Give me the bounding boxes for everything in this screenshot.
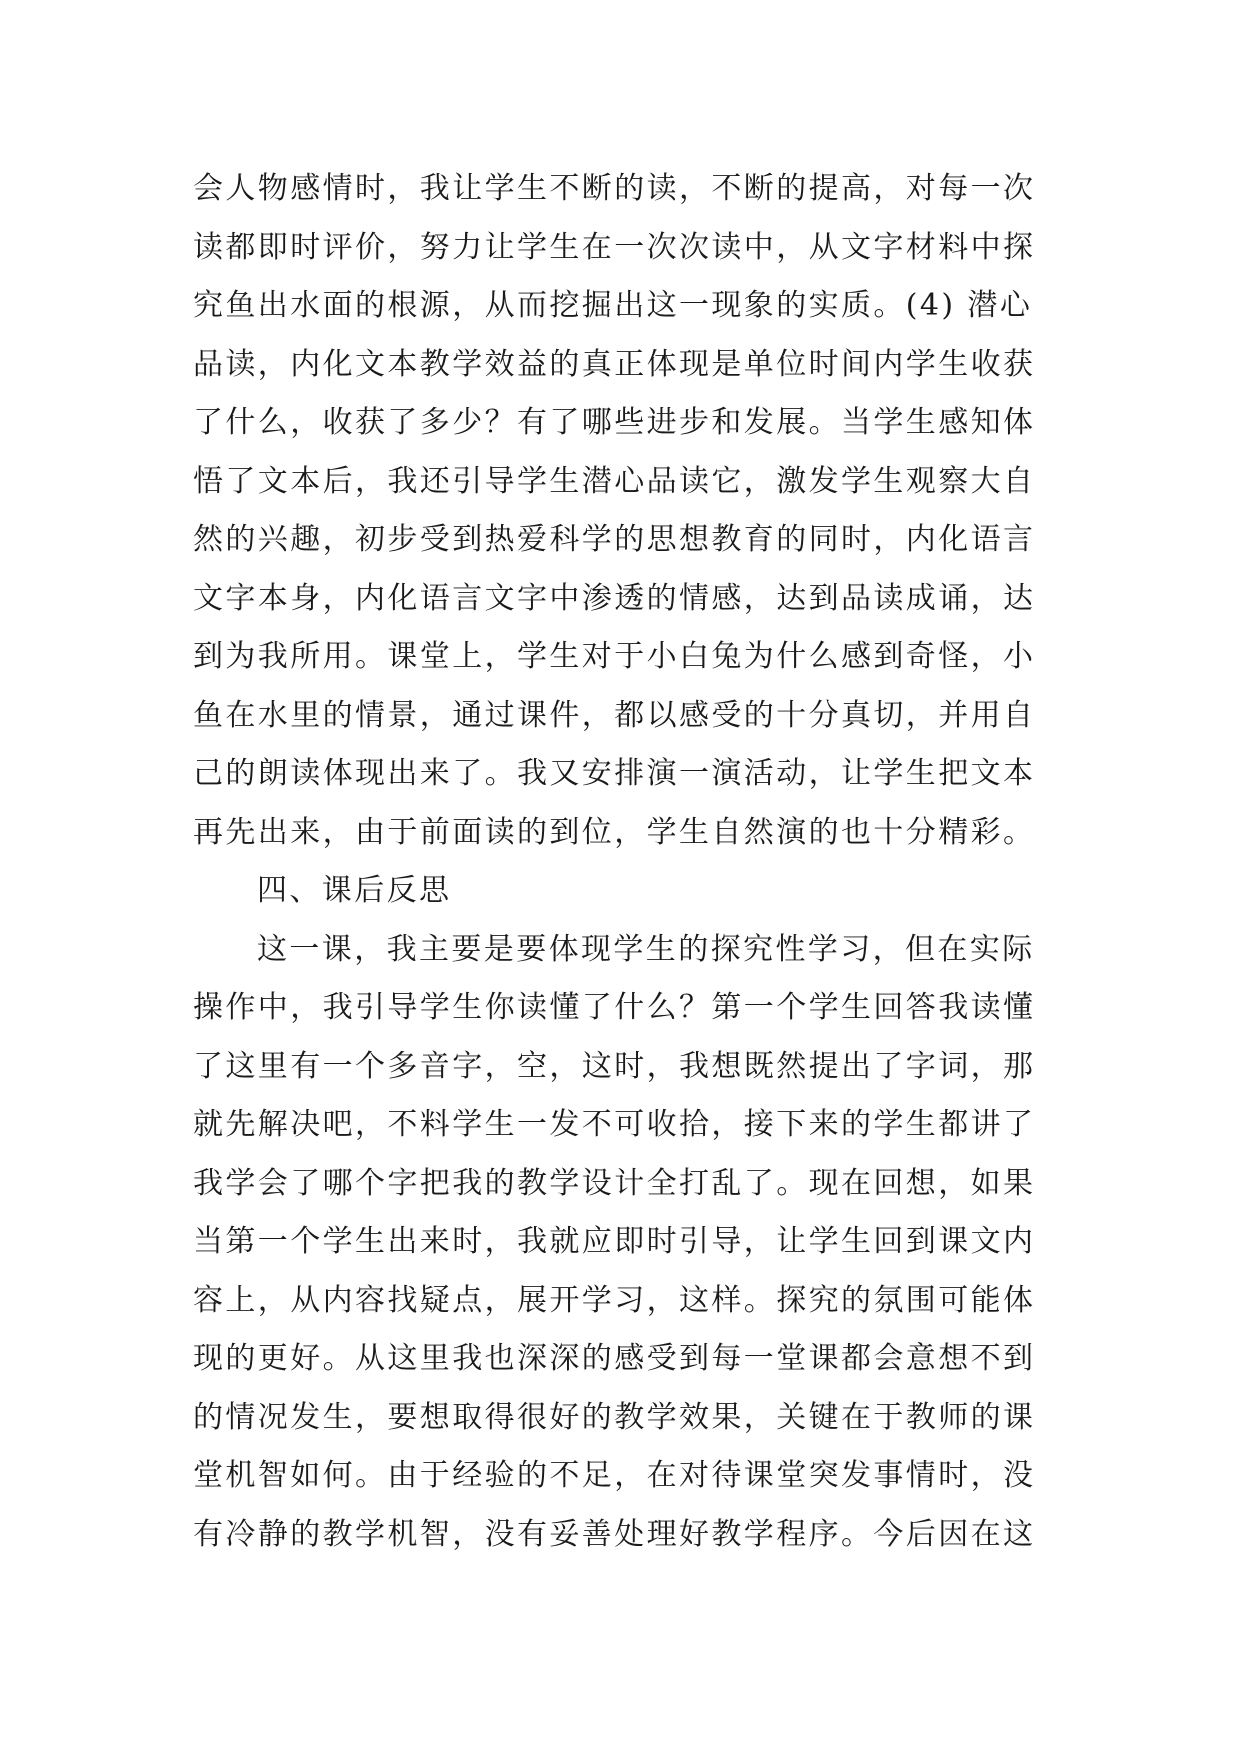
text-line: 堂机智如何。由于经验的不足，在对待课堂突发事情时，没 (193, 1458, 1036, 1493)
text-line: 就先解决吧，不料学生一发不可收拾，接下来的学生都讲了 (193, 1107, 1036, 1142)
text-line: 究鱼出水面的根源，从而挖掘出这一现象的实质。(4) 潜心 (193, 288, 1033, 323)
text-line: 容上，从内容找疑点，展开学习，这样。探究的氛围可能体 (193, 1282, 1036, 1318)
text-line: 再先出来，由于前面读的到位，学生自然演的也十分精彩。 (193, 814, 1036, 850)
text-line: 文字本身，内化语言文字中渗透的情感，达到品读成诵，达 (193, 580, 1036, 616)
text-line: 有冷静的教学机智，没有妥善处理好教学程序。今后因在这 (193, 1516, 1036, 1552)
text-line: 操作中，我引导学生你读懂了什么？第一个学生回答我读懂 (193, 990, 1036, 1025)
text-line: 己的朗读体现出来了。我又安排演一演活动，让学生把文本 (193, 756, 1036, 791)
text-line: 读都即时评价，努力让学生在一次次读中，从文字材料中探 (193, 229, 1036, 265)
paragraph-first-line: 这一课，我主要是要体现学生的探究性学习，但在实际 (257, 931, 1035, 967)
text-line: 到为我所用。课堂上，学生对于小白兔为什么感到奇怪，小 (193, 639, 1036, 674)
text-line: 当第一个学生出来时，我就应即时引导，让学生回到课文内 (193, 1224, 1036, 1259)
text-line: 会人物感情时，我让学生不断的读，不断的提高，对每一次 (193, 171, 1036, 206)
text-line: 品读，内化文本教学效益的真正体现是单位时间内学生收获 (193, 346, 1036, 382)
text-line: 然的兴趣，初步受到热爱科学的思想教育的同时，内化语言 (193, 522, 1036, 557)
text-line: 鱼在水里的情景，通过课件，都以感受的十分真切，并用自 (193, 697, 1036, 733)
section-heading: 四、课后反思 (257, 873, 452, 908)
text-line: 我学会了哪个字把我的教学设计全打乱了。现在回想，如果 (193, 1165, 1036, 1201)
text-line: 的情况发生，要想取得很好的教学效果，关键在于教师的课 (193, 1399, 1036, 1435)
body-text (193, 160, 1073, 1564)
text-line: 了这里有一个多音字，空，这时，我想既然提出了字词，那 (193, 1048, 1036, 1084)
text-line: 现的更好。从这里我也深深的感受到每一堂课都会意想不到 (193, 1341, 1036, 1376)
text-line: 悟了文本后，我还引导学生潜心品读它，激发学生观察大自 (193, 463, 1036, 499)
text-line: 了什么，收获了多少？有了哪些进步和发展。当学生感知体 (193, 405, 1036, 440)
